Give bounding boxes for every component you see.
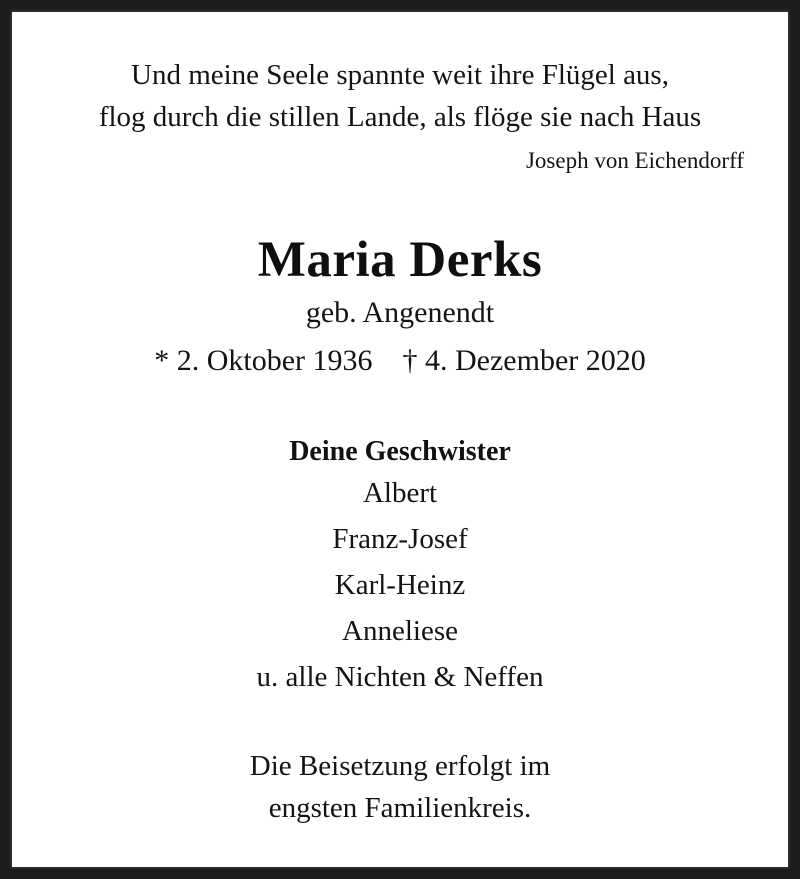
obituary-inner-frame	[10, 10, 790, 869]
closing-line-2: engsten Familienkreis.	[268, 791, 532, 824]
closing-block	[52, 746, 748, 828]
birth-date: * 2. Oktober 1936	[154, 344, 373, 378]
poem-block	[52, 54, 748, 138]
survivor-name: u. alle Nichten & Neffen	[256, 661, 544, 694]
death-date: † 4. Dezember 2020	[402, 344, 646, 378]
survivor-name: Franz-Josef	[332, 523, 468, 556]
closing-line-1: Die Beisetzung erfolgt im	[249, 750, 551, 783]
deceased-name: Maria Derks	[257, 232, 543, 289]
survivor-name: Albert	[362, 477, 438, 510]
survivor-name: Karl-Heinz	[334, 569, 466, 602]
survivors-list	[52, 472, 748, 698]
survivors-title: Deine Geschwister	[289, 436, 511, 468]
deceased-dates	[52, 344, 748, 378]
poem-line-2: flog durch die stillen Lande, als flöge sie nach Haus	[98, 101, 702, 134]
poem-line-1: Und meine Seele spannte weit ihre Flügel aus,	[131, 59, 669, 91]
deceased-maiden-name: geb. Angenendt	[305, 296, 495, 330]
poem-author: Joseph von Eichendorff	[525, 148, 744, 174]
deceased-block	[52, 232, 748, 378]
survivor-name: Anneliese	[342, 615, 458, 648]
